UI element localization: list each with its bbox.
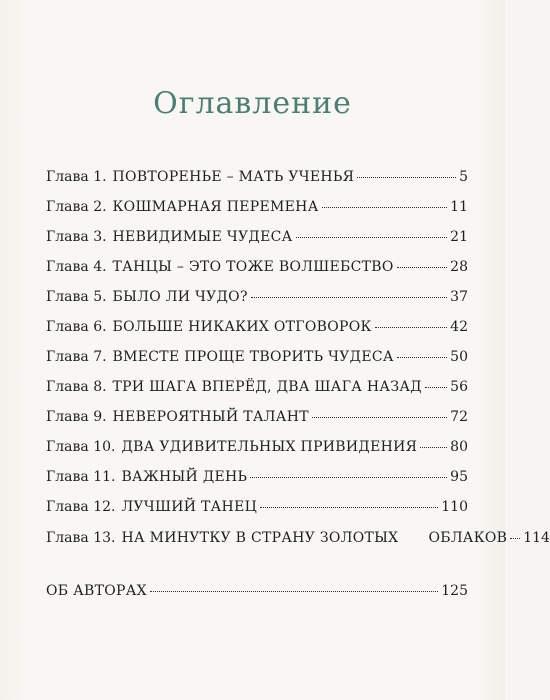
toc-leader-dots: [420, 447, 447, 448]
toc-page-number: 125: [441, 583, 468, 599]
toc-chapter-number: Глава 2.: [46, 199, 107, 215]
toc-chapter-title: БЫЛО ЛИ ЧУДО?: [112, 289, 248, 305]
toc-leader-dots: [250, 477, 447, 478]
toc-entry: [46, 198, 468, 228]
toc-leader-dots: [425, 387, 447, 388]
toc-chapter-title: БОЛЬШЕ НИКАКИХ ОТГОВОРОК: [112, 319, 372, 335]
toc-entry: [46, 468, 468, 498]
toc-entry-13: [46, 528, 550, 580]
toc-page-number: 95: [450, 469, 468, 485]
toc-entry: [46, 348, 468, 378]
toc-entries: [46, 168, 468, 528]
toc-page-number: 42: [450, 319, 468, 335]
toc-page-number: 5: [459, 169, 468, 185]
toc-leader-dots: [312, 417, 447, 418]
toc-chapter-title-line2: ОБЛАКОВ: [428, 530, 508, 546]
toc-leader-dots: [150, 591, 438, 592]
toc-page-number: 110: [441, 499, 468, 515]
toc-page-number: 28: [450, 259, 468, 275]
toc-entry-about-authors: [46, 582, 468, 612]
toc-chapter-title: ТРИ ШАГА ВПЕРЁД, ДВА ШАГА НАЗАД: [112, 379, 422, 395]
toc-entry: [46, 408, 468, 438]
toc-chapter-number: Глава 11.: [46, 469, 116, 485]
toc-chapter-number: Глава 13.: [46, 530, 116, 546]
toc-chapter-title: ТАНЦЫ – ЭТО ТОЖЕ ВОЛШЕБСТВО: [112, 259, 394, 275]
toc-chapter-title: НЕВИДИМЫЕ ЧУДЕСА: [112, 229, 293, 245]
toc-page-number: 21: [450, 229, 468, 245]
toc-chapter-title: ДВА УДИВИТЕЛЬНЫХ ПРИВИДЕНИЯ: [121, 439, 418, 455]
toc-leader-dots: [375, 327, 448, 328]
toc-chapter-number: Глава 8.: [46, 379, 107, 395]
toc-leader-dots: [510, 538, 520, 539]
toc-leader-dots: [397, 357, 447, 358]
toc-leader-dots: [296, 237, 448, 238]
toc-chapter-number: Глава 6.: [46, 319, 107, 335]
toc-entry: [46, 378, 468, 408]
toc-chapter-number: Глава 9.: [46, 409, 107, 425]
toc-entry: [46, 228, 468, 258]
toc-page-number: 56: [450, 379, 468, 395]
toc-page-number: 50: [450, 349, 468, 365]
toc-chapter-number: Глава 7.: [46, 349, 107, 365]
toc-page-number: 72: [450, 409, 468, 425]
toc-chapter-number: Глава 10.: [46, 439, 116, 455]
toc-chapter-number: Глава 4.: [46, 259, 107, 275]
toc-entry: [46, 288, 468, 318]
toc-entry: [46, 258, 468, 288]
toc-leader-dots: [357, 177, 456, 178]
toc-chapter-title: ЛУЧШИЙ ТАНЕЦ: [121, 499, 258, 515]
toc-chapter-title: КОШМАРНАЯ ПЕРЕМЕНА: [112, 199, 319, 215]
toc-chapter-title-line1: НА МИНУТКУ В СТРАНУ ЗОЛОТЫХ: [121, 530, 399, 546]
toc-chapter-title: ПОВТОРЕНЬЕ – МАТЬ УЧЕНЬЯ: [112, 169, 355, 185]
toc-leader-dots: [260, 507, 438, 508]
toc-entry: [46, 168, 468, 198]
toc-chapter-number: Глава 3.: [46, 229, 107, 245]
toc-leader-dots: [397, 267, 448, 268]
page-title: Оглавление: [153, 86, 352, 121]
toc-entry: [46, 318, 468, 348]
toc-chapter-number: Глава 12.: [46, 499, 116, 515]
toc-entry: [46, 498, 468, 528]
table-of-contents: [46, 168, 550, 612]
toc-page-number: 11: [450, 199, 468, 215]
toc-chapter-title: НЕВЕРОЯТНЫЙ ТАЛАНТ: [112, 409, 309, 425]
toc-entry: [46, 438, 468, 468]
toc-chapter-number: Глава 1.: [46, 169, 107, 185]
toc-chapter-title: ВАЖНЫЙ ДЕНЬ: [121, 469, 248, 485]
toc-chapter-number: Глава 5.: [46, 289, 107, 305]
toc-page-number: 114: [523, 530, 550, 546]
toc-page-number: 37: [450, 289, 468, 305]
toc-about-title: ОБ АВТОРАХ: [46, 583, 147, 599]
toc-page-number: 80: [450, 439, 468, 455]
toc-leader-dots: [251, 297, 447, 298]
toc-chapter-title: ВМЕСТЕ ПРОЩЕ ТВОРИТЬ ЧУДЕСА: [112, 349, 394, 365]
toc-leader-dots: [322, 207, 448, 208]
